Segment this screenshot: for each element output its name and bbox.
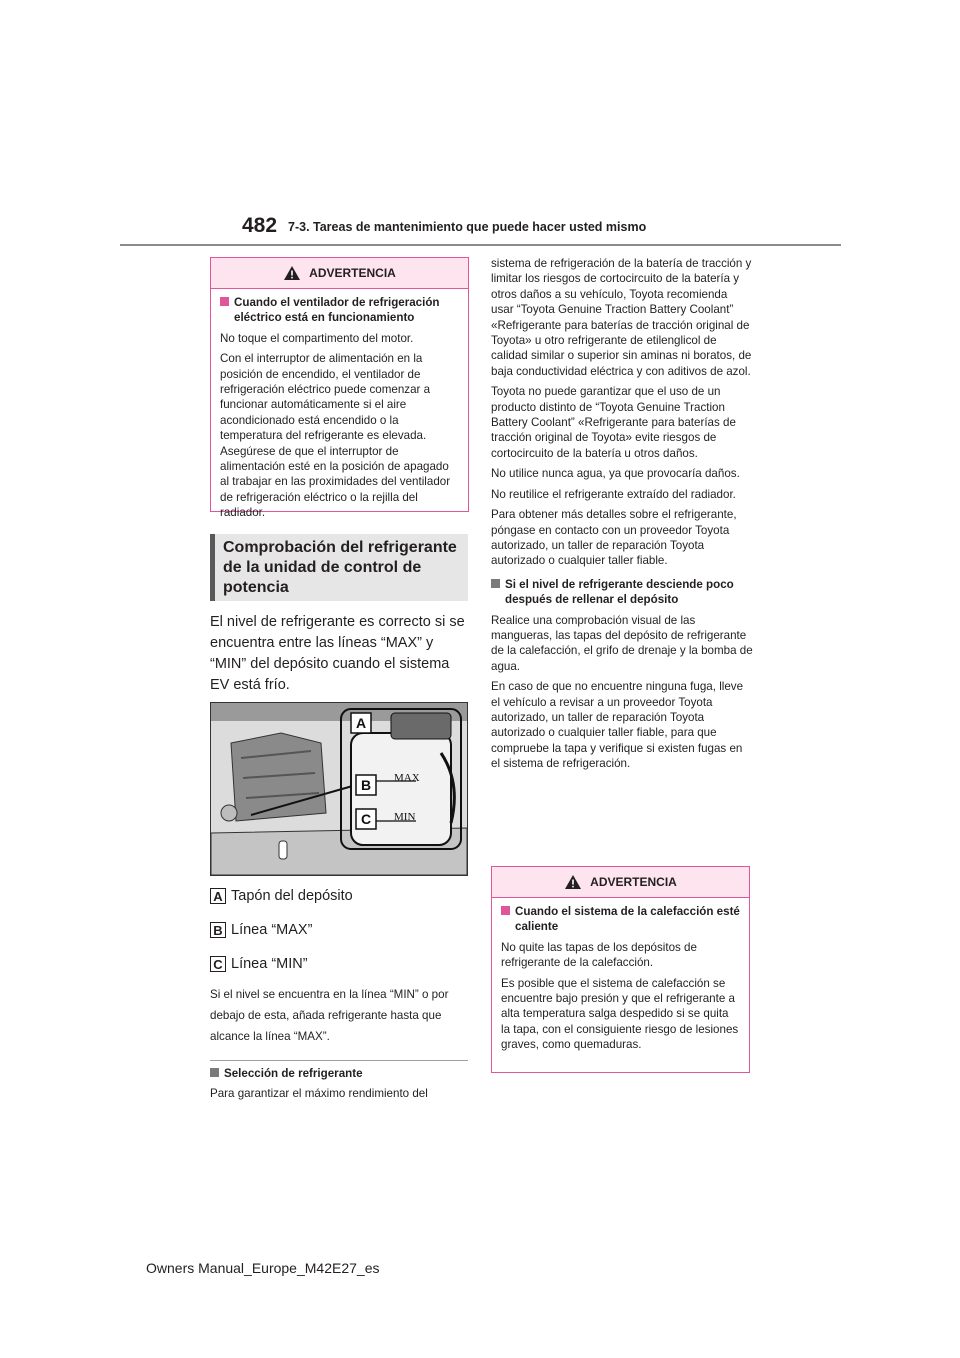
- legend-item: [210, 954, 470, 974]
- warning-triangle-icon: [283, 265, 301, 281]
- legend-item: [210, 920, 470, 940]
- square-bullet-icon: [210, 1068, 219, 1077]
- body-paragraph: No reutilice el refrigerante extraído del radiador.: [491, 487, 736, 501]
- legend-letter: C: [210, 956, 226, 972]
- section-title: Comprobación del refrigerante de la unidad de control de potencia: [223, 539, 457, 596]
- warning-box-heater: [491, 866, 750, 1073]
- body-paragraph: sistema de refrigeración de la batería de tracción y limitar los riesgos de cortocircuito de la batería y otros daños a su vehículo, Toyota recomienda usar “Toyota Genuine Traction Battery Coolant” «Refrigerante para baterías de tracción original de Toyota» u otro refrigerante de etilenglicol de calidad similar o superior sin aminas ni boratos, de baja conductividad eléctrica y con aditivos de azol.: [491, 257, 752, 378]
- square-bullet-icon: [220, 297, 229, 306]
- warning-paragraph: No toque el compartimento del motor.: [220, 331, 414, 345]
- right-column: [491, 256, 753, 777]
- body-paragraph: Toyota no puede garantizar que el uso de un producto distinto de “Toyota Genuine Traction Battery Coolant” «Refrigerante para baterías de tracción original de Toyota» evite riesgos de cortocircuito de la batería u otros daños.: [491, 385, 736, 460]
- legend-letter: A: [210, 888, 226, 904]
- callout-b-letter: B: [360, 777, 372, 793]
- square-bullet-icon: [501, 906, 510, 915]
- max-line-label: MAX: [394, 772, 420, 784]
- min-line-label: MIN: [394, 811, 416, 823]
- warning-paragraph: No quite las tapas de los depósitos de refrigerante de la calefacción.: [501, 940, 697, 970]
- warning-heading: [220, 295, 459, 326]
- coolant-selection-line: Para garantizar el máximo rendimiento del: [210, 1087, 428, 1101]
- body-paragraph: Realice una comprobación visual de las mangueras, las tapas del depósito de refrigerante de la calefacción, el grifo de drenaje y la bomba de agua.: [491, 613, 753, 673]
- header-rule: [120, 244, 841, 246]
- warning-box-fan: [210, 257, 469, 520]
- body-paragraph: Para obtener más detalles sobre el refrigerante, póngase en contacto con un proveedor Toyota autorizado, un taller de reparación Toyota autorizado o cualquier taller fiable.: [491, 508, 737, 568]
- coolant-selection-heading: [210, 1066, 472, 1081]
- legend-letter: B: [210, 922, 226, 938]
- callout-a-letter: A: [355, 715, 367, 731]
- engine-bay-illustration: [211, 703, 467, 875]
- warning-header: [211, 258, 468, 289]
- warning-heading-text: Cuando el sistema de la calefacción esté caliente: [515, 905, 740, 934]
- warning-heading-text: Cuando el ventilador de refrigeración eléctrico está en funcionamiento: [234, 296, 440, 325]
- warning-body: [492, 898, 749, 1053]
- level-drop-heading: [491, 577, 753, 608]
- level-drop-heading-text: Si el nivel de refrigerante desciende poco después de rellenar el depósito: [505, 577, 734, 607]
- divider: [210, 1060, 468, 1061]
- body-paragraph: No utilice nunca agua, ya que provocaría daños.: [491, 467, 740, 481]
- callout-a: [351, 713, 371, 733]
- warning-heading: [501, 904, 740, 935]
- warning-paragraph: Con el interruptor de alimentación en la posición de encendido, el ventilador de refrigeración eléctrico puede comenzar a funcionar automáticamente si el aire acondicionado está encendido o la temperatura del refrigerante es elevada. Asegúrese de que el interruptor de alimentación esté en la posición de apagado al trabajar en las proximidades del ventilador de refrigeración eléctrico o la rejilla del radiador.: [220, 352, 451, 520]
- warning-triangle-icon: [564, 874, 582, 890]
- chapter-title: 7-3. Tareas de mantenimiento que puede hacer usted mismo: [288, 220, 647, 234]
- warning-paragraph: Es posible que el sistema de calefacción se encuentre bajo presión y que el refrigerante a alta temperatura salga despedido si se quita la tapa, con el consiguiente riesgo de lesiones graves, como quemaduras.: [501, 976, 739, 1052]
- coolant-selection: [210, 1066, 472, 1107]
- coolant-reservoir-figure: [210, 702, 468, 876]
- coolant-selection-heading-text: Selección de refrigerante: [224, 1067, 363, 1080]
- level-note: Si el nivel se encuentra en la línea “MIN” o por debajo de esta, añada refrigerante hasta que alcance la línea “MAX”.: [210, 988, 449, 1043]
- legend-text: Tapón del depósito: [231, 888, 353, 904]
- callout-c: [356, 809, 376, 829]
- warning-label: ADVERTENCIA: [590, 875, 677, 889]
- section-header: [210, 534, 468, 601]
- callout-b: [356, 775, 376, 795]
- warning-header: [492, 867, 749, 898]
- legend-text: Línea “MIN”: [231, 956, 308, 972]
- callout-c-letter: C: [360, 811, 372, 827]
- warning-label: ADVERTENCIA: [309, 266, 396, 280]
- legend-item: [210, 886, 470, 906]
- square-bullet-icon: [491, 579, 500, 588]
- body-paragraph: En caso de que no encuentre ninguna fuga, lleve el vehículo a revisar a un proveedor Toyota autorizado, un taller de reparación Toyota autorizado o cualquier taller fiable, para que compruebe la tapa y verifique si existen fugas en el sistema de refrigeración.: [491, 680, 744, 771]
- footer-text: Owners Manual_Europe_M42E27_es: [146, 1260, 380, 1276]
- section-intro: El nivel de refrigerante es correcto si se encuentra entre las líneas “MAX” y “MIN” del depósito cuando el sistema EV está frío.: [210, 614, 465, 693]
- legend-text: Línea “MAX”: [231, 922, 313, 938]
- page-number: 482: [242, 214, 278, 237]
- warning-body: [211, 289, 468, 521]
